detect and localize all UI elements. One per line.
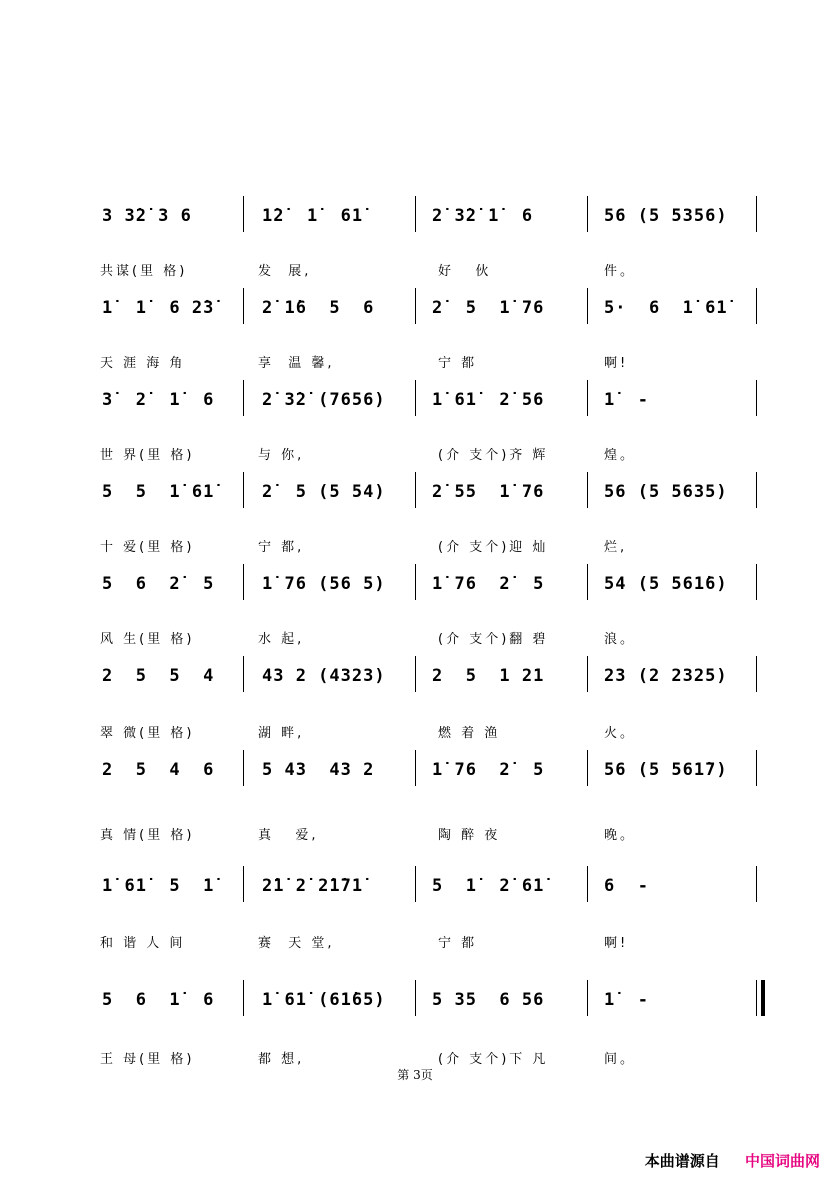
measure-notes: 56 (5 5635) <box>604 482 728 502</box>
barline <box>243 472 244 508</box>
lyric-segment: 间。 <box>604 1052 637 1067</box>
page-number: 第 3页 <box>397 1068 433 1082</box>
barline <box>415 288 416 324</box>
barline <box>415 196 416 232</box>
lyric-segment: 煌。 <box>604 448 637 463</box>
lyric-segment: 陶 醉 夜 <box>438 828 501 843</box>
measure-notes: 5· 6 1̇ 61̇ <box>604 298 728 318</box>
measure-notes: 2̇ 3̇2̇ (7656) <box>262 390 386 410</box>
lyric-segment: 浪。 <box>604 632 637 647</box>
barline <box>756 656 757 692</box>
barline <box>587 472 588 508</box>
lyric-segment: 天 涯 海 角 <box>100 356 186 371</box>
barline <box>243 750 244 786</box>
lyric-segment: 烂, <box>604 540 628 555</box>
lyric-line <box>0 530 830 566</box>
measure-notes: 1̇2̇ 1̇ 61̇ <box>262 206 364 226</box>
lyric-segment: 真 情(里 格) <box>100 828 195 843</box>
barline <box>587 288 588 324</box>
lyric-segment: 享 温 馨, <box>258 356 335 371</box>
lyric-line <box>0 346 830 382</box>
lyric-line <box>0 438 830 474</box>
lyric-segment: 赛 天 堂, <box>258 936 335 951</box>
measure-notes: 2 5 4 6 <box>102 760 215 780</box>
notation-line <box>0 380 830 416</box>
measure-notes: 2̇ 5 1̇ 76 <box>432 298 545 318</box>
barline <box>415 866 416 902</box>
barline <box>756 472 757 508</box>
measure-notes: 1̇ 61̇ (61̇65) <box>262 990 386 1010</box>
lyric-segment: (介 支个)迎 灿 <box>438 540 549 555</box>
measure-notes: 2̇ 3̇2̇ 1̇ 6 <box>432 206 534 226</box>
measure-notes: 5 6 2̇ 5 <box>102 574 215 594</box>
lyric-segment: 翠 微(里 格) <box>100 726 195 741</box>
notation-line <box>0 196 830 232</box>
notation-line <box>0 980 830 1016</box>
notation-line <box>0 564 830 600</box>
barline <box>756 980 757 1016</box>
measure-notes: 5 35 6 56 <box>432 990 545 1010</box>
lyric-segment: (介 支个)下 凡 <box>438 1052 549 1067</box>
measure-notes: 1̇ - <box>604 390 649 410</box>
measure-notes: 2 5 1 21 <box>432 666 545 686</box>
measure-notes: 56 (5 561̇7) <box>604 760 728 780</box>
footer <box>645 1150 820 1171</box>
barline <box>587 866 588 902</box>
lyric-segment: 啊! <box>604 936 629 951</box>
measure-notes: 3̇ 2̇ 1̇ 6 <box>102 390 215 410</box>
lyric-segment: 晚。 <box>604 828 637 843</box>
measure-notes: 54 (5 561̇6) <box>604 574 728 594</box>
measure-notes: 1̇ 61̇ 5 1̇ <box>102 876 215 896</box>
notation-line <box>0 866 830 902</box>
measure-notes: 1̇ 1̇ 6 2̇3̇ <box>102 298 215 318</box>
lyric-segment: 啊! <box>604 356 629 371</box>
notation-line <box>0 472 830 508</box>
barline <box>756 380 757 416</box>
barline <box>415 380 416 416</box>
measure-notes: 2̇ 55 1̇ 76 <box>432 482 545 502</box>
lyric-line <box>0 622 830 658</box>
measure-notes: 5 6 1̇ 6 <box>102 990 215 1010</box>
measure-notes: 1̇ - <box>604 990 649 1010</box>
barline <box>756 866 757 902</box>
measure-notes: 1̇ 76 (56 5) <box>262 574 386 594</box>
lyric-segment: 湖 畔, <box>258 726 305 741</box>
lyric-segment: 件。 <box>604 264 637 279</box>
lyric-segment: 宁 都 <box>438 936 478 951</box>
lyric-segment: 火。 <box>604 726 637 741</box>
measure-notes: 6 - <box>604 876 649 896</box>
lyric-segment: (介 支个)齐 辉 <box>438 448 549 463</box>
barline <box>756 196 757 232</box>
barline <box>587 564 588 600</box>
barline <box>415 750 416 786</box>
lyric-segment: 宁 都 <box>438 356 478 371</box>
lyric-segment: 宁 都, <box>258 540 305 555</box>
barline <box>243 196 244 232</box>
barline <box>243 564 244 600</box>
measure-notes: 43 2 (4323) <box>262 666 386 686</box>
lyric-line <box>0 716 830 752</box>
lyric-segment: 世 界(里 格) <box>100 448 195 463</box>
source-label: 本曲谱源自 <box>644 1152 720 1170</box>
lyric-line <box>0 818 830 854</box>
barline <box>415 472 416 508</box>
barline <box>587 980 588 1016</box>
notation-line <box>0 288 830 324</box>
barline <box>756 564 757 600</box>
measure-notes: 1̇ 76 2̇ 5 <box>432 760 545 780</box>
lyric-segment: 水 起, <box>258 632 305 647</box>
barline <box>587 750 588 786</box>
barline <box>243 380 244 416</box>
barline <box>415 980 416 1016</box>
lyric-segment: 风 生(里 格) <box>100 632 195 647</box>
measure-notes: 5 5 1̇ 61̇ <box>102 482 215 502</box>
lyric-line <box>0 926 830 962</box>
measure-notes: 3 3̇2̇ 3 6 <box>102 206 192 226</box>
measure-notes: 5 43 43 2 <box>262 760 375 780</box>
site-name[interactable]: 中国词曲网 <box>744 1152 820 1170</box>
lyric-segment: 好 伙 <box>438 264 492 279</box>
notation-line <box>0 656 830 692</box>
barline <box>243 866 244 902</box>
lyric-segment: 发 展, <box>258 264 312 279</box>
measure-notes: 2̇ 1̇6 5 6 <box>262 298 375 318</box>
lyric-line <box>0 254 830 290</box>
lyric-segment: 都 想, <box>258 1052 305 1067</box>
measure-notes: 1̇ 76 2̇ 5 <box>432 574 545 594</box>
lyric-segment: 和 谐 人 间 <box>100 936 186 951</box>
measure-notes: 2 5 5 4 <box>102 666 215 686</box>
measure-notes: 23 (2 2325) <box>604 666 728 686</box>
lyric-segment: 王 母(里 格) <box>100 1052 195 1067</box>
notation-line <box>0 750 830 786</box>
measure-notes: 1̇ 61̇ 2̇ 56 <box>432 390 545 410</box>
barline <box>243 288 244 324</box>
measure-notes: 56 (5 5356) <box>604 206 728 226</box>
barline <box>243 980 244 1016</box>
measure-notes: 2̇1̇ 2̇ 2̇1̇71̇ <box>262 876 364 896</box>
lyric-segment: 十 爱(里 格) <box>100 540 195 555</box>
barline <box>415 564 416 600</box>
barline <box>243 656 244 692</box>
lyric-segment: (介 支个)翻 碧 <box>438 632 549 647</box>
barline <box>587 380 588 416</box>
barline <box>415 656 416 692</box>
barline <box>587 656 588 692</box>
measure-notes: 5 1̇ 2̇ 61̇ <box>432 876 545 896</box>
lyric-segment: 真 爱, <box>258 828 319 843</box>
measure-notes: 2̇ 5 (5 54) <box>262 482 386 502</box>
lyric-segment: 共谋(里 格) <box>100 264 188 279</box>
barline <box>756 288 757 324</box>
lyric-segment: 与 你, <box>258 448 305 463</box>
lyric-segment: 燃 着 渔 <box>438 726 501 741</box>
barline <box>587 196 588 232</box>
barline <box>756 750 757 786</box>
